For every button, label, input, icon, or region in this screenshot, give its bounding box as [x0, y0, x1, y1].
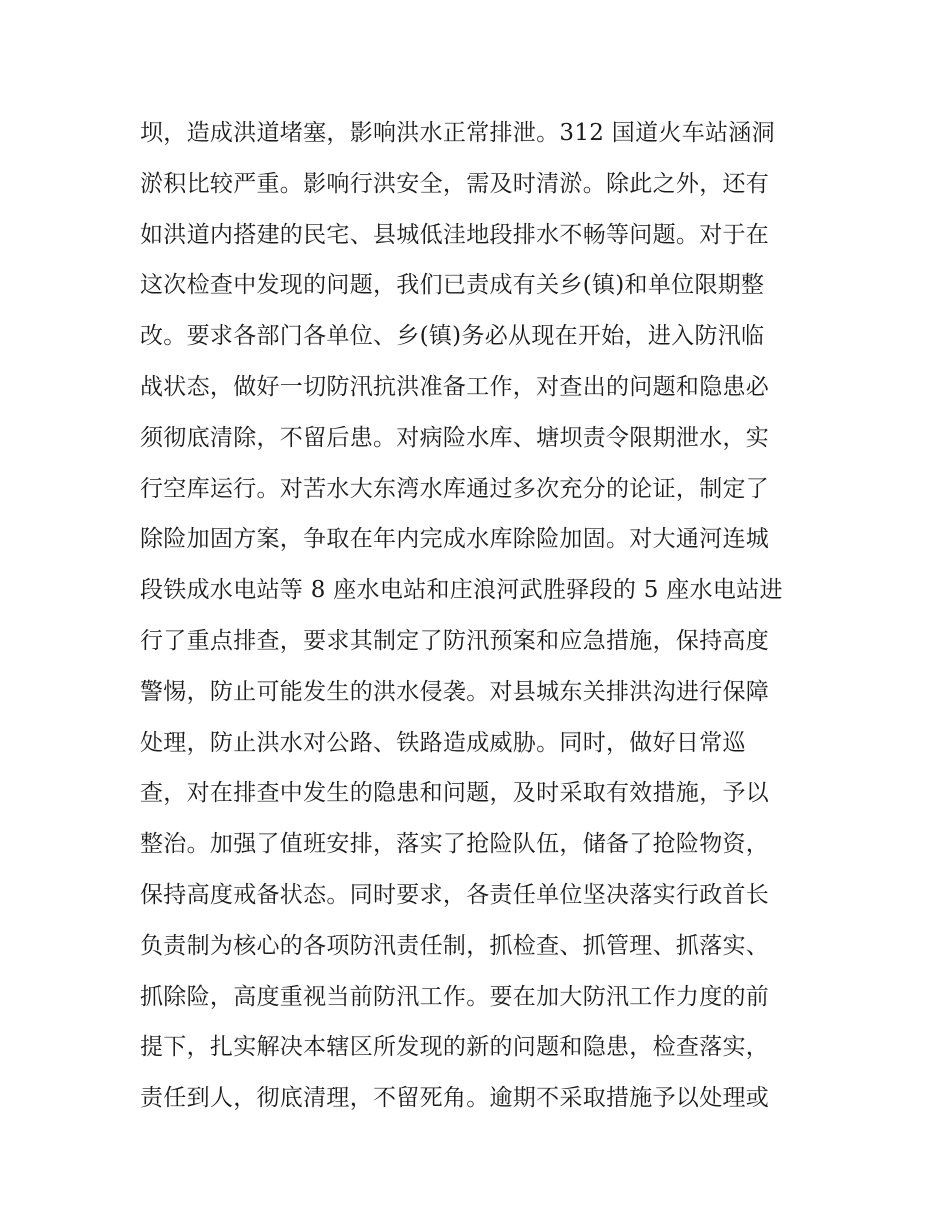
body-paragraph — [140, 108, 820, 1124]
text-line: 淤积比较严重。影响行洪安全，需及时清淤。除此之外，还有 — [140, 170, 770, 197]
text-line: 处理，防止洪水对公路、铁路造成威胁。同时，做好日常巡 — [140, 729, 746, 756]
text-line: 须彻底清除，不留后患。对病险水库、塘坝责令限期泄水，实 — [140, 424, 770, 451]
text-line: 保持高度戒备状态。同时要求，各责任单位坚决落实行政首长 — [140, 881, 770, 908]
text-line: 行了重点排查，要求其制定了防汛预案和应急措施，保持高度 — [140, 627, 770, 654]
text-line: 如洪道内搭建的民宅、县城低洼地段排水不畅等问题。对于在 — [140, 221, 770, 248]
text-line: 改。要求各部门各单位、乡(镇)务必从现在开始，进入防汛临 — [140, 323, 765, 350]
text-line: 查，对在排查中发生的隐患和问题，及时采取有效措施，予以 — [140, 780, 770, 807]
text-line: 警惕，防止可能发生的洪水侵袭。对县城东关排洪沟进行保障 — [140, 678, 770, 705]
text-line: 行空库运行。对苦水大东湾水库通过多次充分的论证，制定了 — [140, 475, 770, 502]
text-line: 这次检查中发现的问题，我们已责成有关乡(镇)和单位限期整 — [140, 272, 765, 299]
text-line: 提下，扎实解决本辖区所发现的新的问题和隐患，检查落实， — [140, 1034, 770, 1061]
text-line: 段铁成水电站等 8 座水电站和庄浪河武胜驿段的 5 座水电站进 — [140, 577, 783, 604]
text-line: 负责制为核心的各项防汛责任制，抓检查、抓管理、抓落实、 — [140, 932, 770, 959]
text-line: 抓除险，高度重视当前防汛工作。要在加大防汛工作力度的前 — [140, 983, 770, 1010]
text-line: 除险加固方案，争取在年内完成水库除险加固。对大通河连城 — [140, 526, 770, 553]
text-line: 坝，造成洪道堵塞，影响洪水正常排泄。312 国道火车站涵洞 — [140, 120, 775, 146]
text-line: 整治。加强了值班安排，落实了抢险队伍，储备了抢险物资， — [140, 831, 770, 858]
text-line: 战状态，做好一切防汛抗洪准备工作，对查出的问题和隐患必 — [140, 373, 770, 400]
text-line: 责任到人，彻底清理，不留死角。逾期不采取措施予以处理或 — [140, 1085, 770, 1112]
